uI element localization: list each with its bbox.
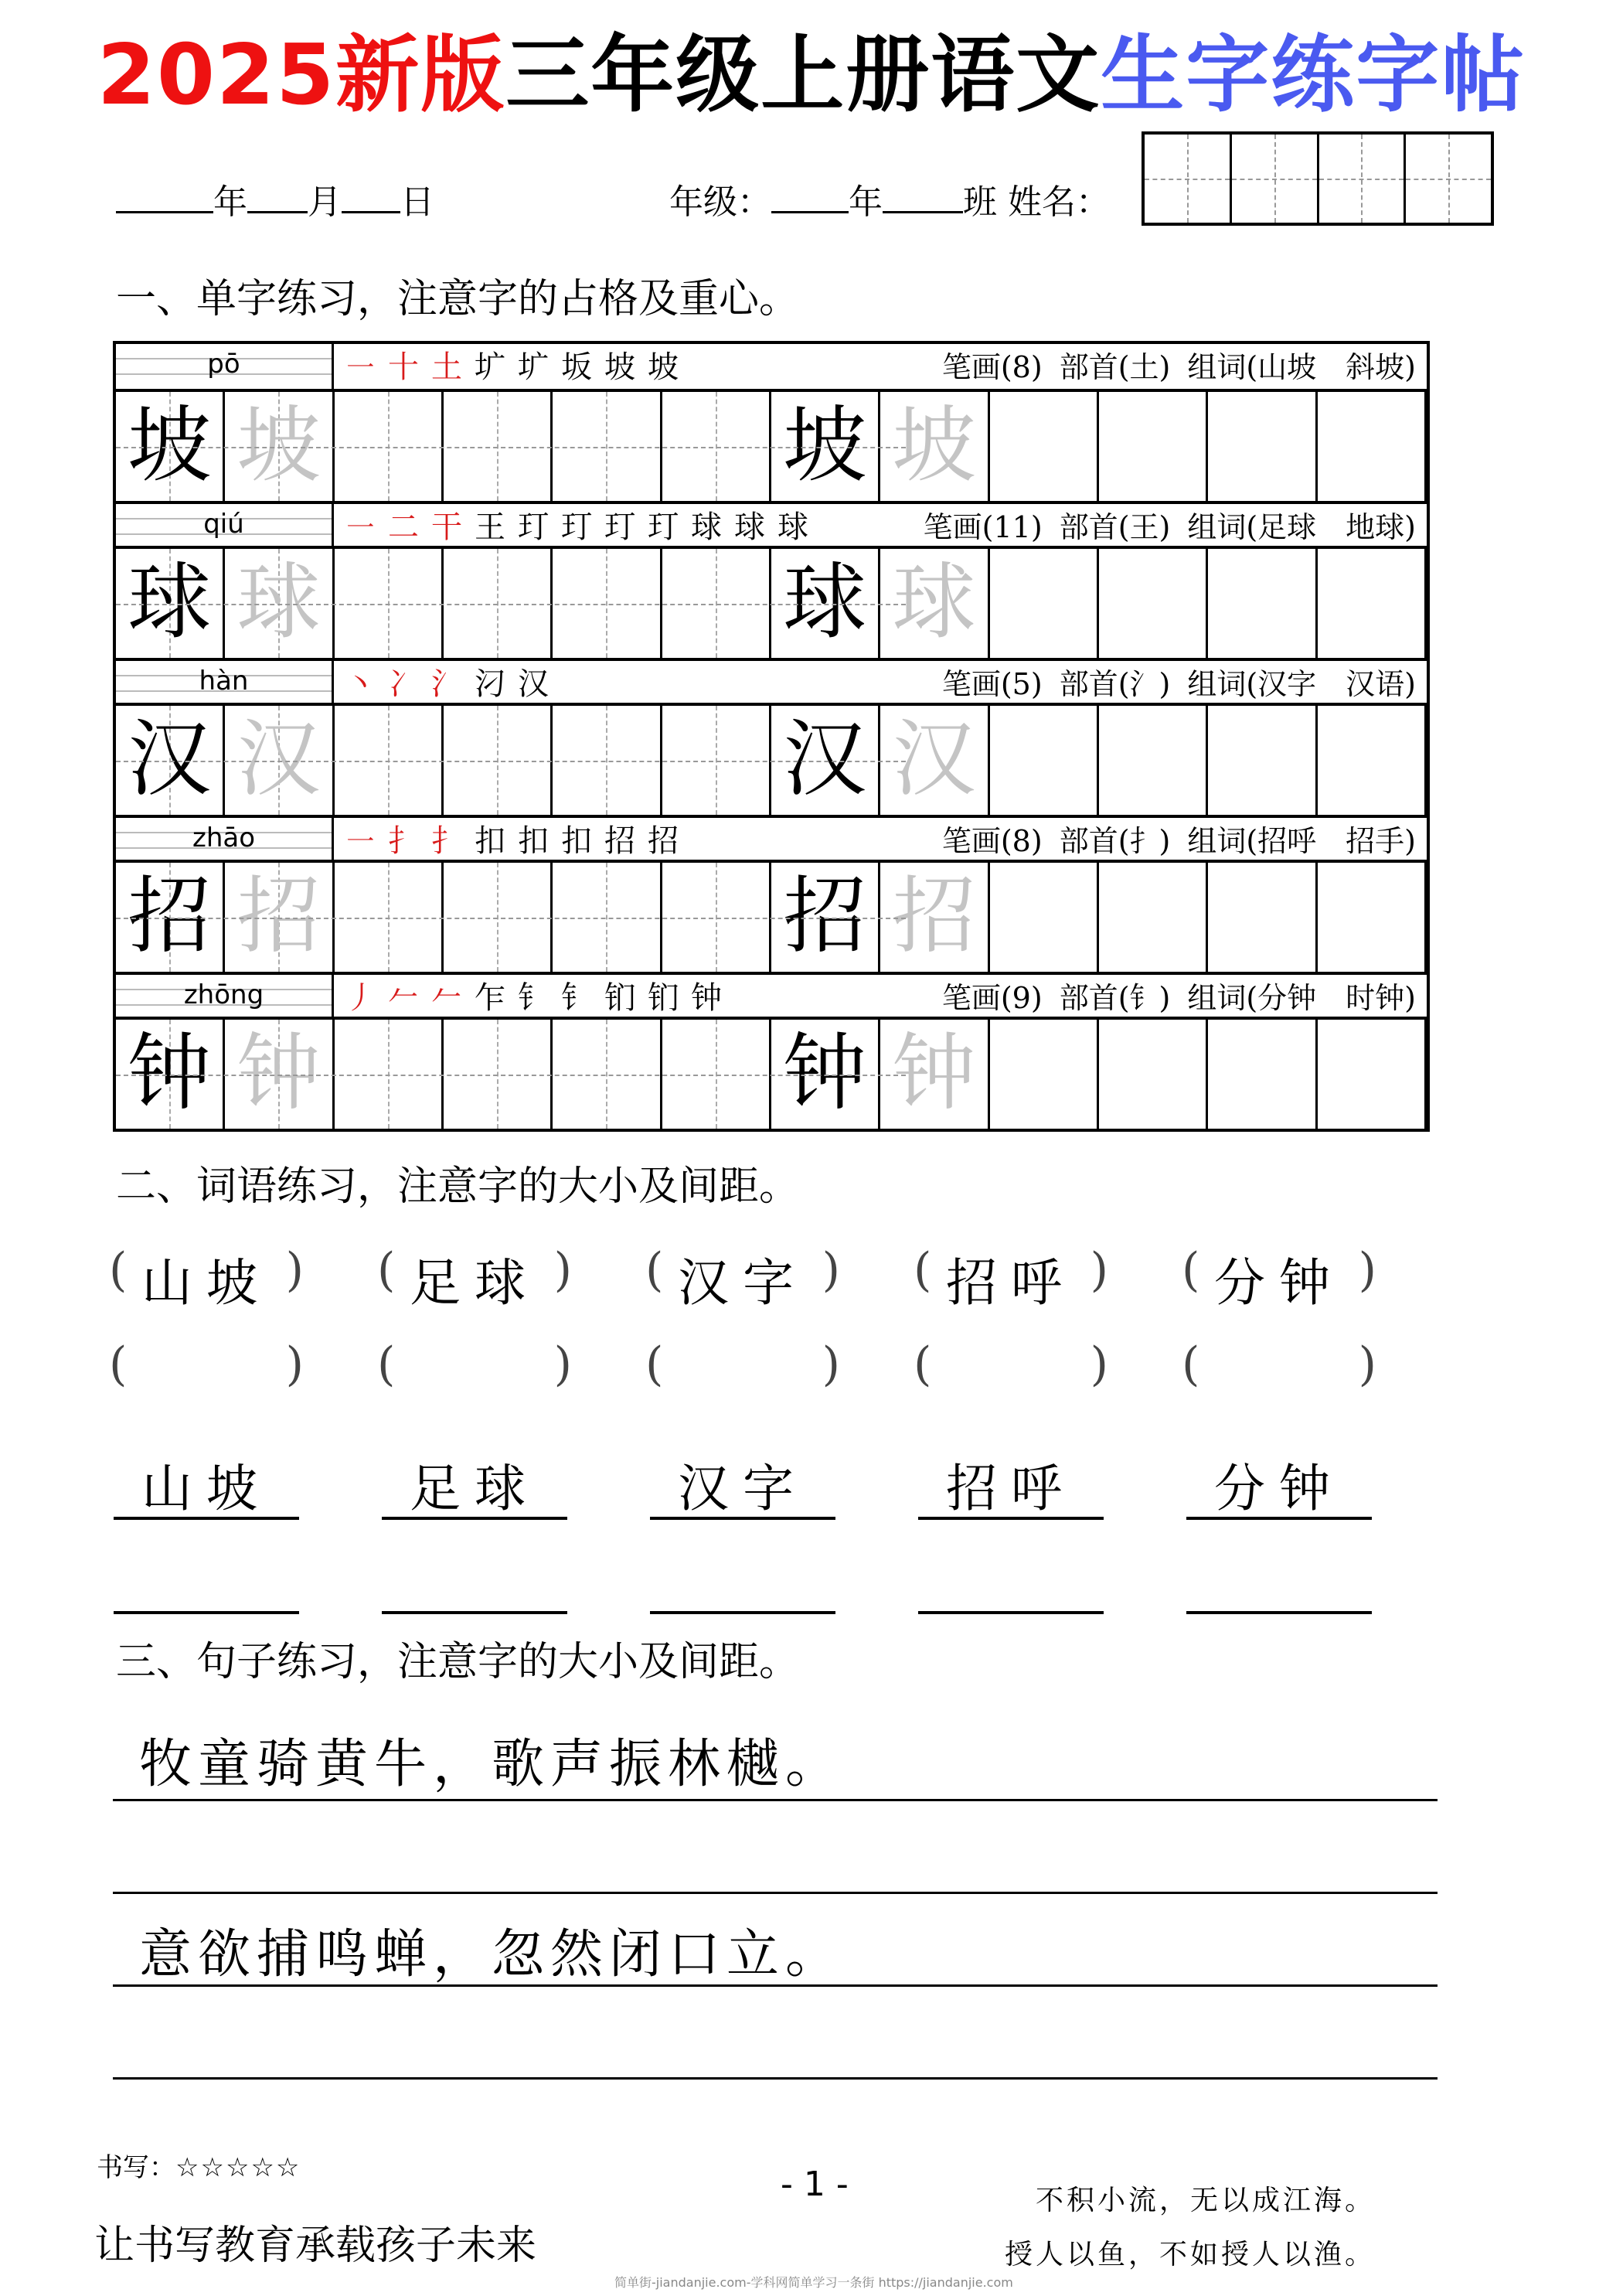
writing-cell[interactable] xyxy=(990,1020,1099,1129)
pinyin-cell xyxy=(116,818,334,860)
stroke-step: 招 xyxy=(604,823,641,859)
stroke-order xyxy=(345,507,821,547)
writing-cell[interactable] xyxy=(1208,706,1317,815)
day-blank[interactable] xyxy=(342,180,400,213)
stroke-step: 坂 xyxy=(561,349,598,385)
name-box[interactable] xyxy=(1145,135,1232,223)
stroke-step: 干 xyxy=(431,509,468,545)
writing-cell[interactable] xyxy=(1099,706,1208,815)
section-title-single-char: 一、单字练习，注意字的占格及重心。 xyxy=(116,276,800,322)
stroke-count: 笔画(5) xyxy=(941,667,1043,701)
stroke-step: ㇐ xyxy=(345,509,382,545)
radical: 部首(钅) xyxy=(1059,981,1171,1015)
stroke-count: 笔画(8) xyxy=(941,350,1043,384)
bracket-blank[interactable] xyxy=(109,1337,304,1395)
name-label: 姓名： xyxy=(1008,182,1110,222)
watermark: 简单街-jiandanjie.com-学科网简单学习一条街 https://jiandanjie.com xyxy=(614,2275,1013,2290)
char-block xyxy=(116,658,1427,815)
stroke-step: ㇐ xyxy=(345,823,382,859)
stroke-step: 坡 xyxy=(648,349,685,385)
underlined-word xyxy=(382,1447,567,1518)
day-label: 日 xyxy=(400,182,434,222)
writing-cell[interactable] xyxy=(1318,392,1427,501)
writing-cell[interactable] xyxy=(990,549,1099,658)
word-text: 分钟 xyxy=(1214,1459,1344,1518)
char-header-row xyxy=(116,815,1427,863)
class-label: 班 xyxy=(963,182,997,222)
char-block xyxy=(116,344,1427,501)
name-grid[interactable] xyxy=(1142,131,1494,226)
stroke-step: 圹 xyxy=(518,349,555,385)
writing-cell[interactable] xyxy=(1099,392,1208,501)
sentence-writing-line[interactable] xyxy=(113,1892,1438,1894)
stroke-step: 玎 xyxy=(604,509,641,545)
stroke-step: ㇐ xyxy=(345,349,382,385)
example-words: 组词(汉字 汉语) xyxy=(1187,667,1416,701)
char-meta xyxy=(925,821,1416,861)
center-guide-line xyxy=(116,1075,906,1076)
trace-char: 坡 xyxy=(236,397,321,494)
close-bracket: ) xyxy=(285,1337,304,1392)
stroke-step: 汉 xyxy=(518,666,555,702)
radical: 部首(扌) xyxy=(1059,824,1171,858)
model-char: 球 xyxy=(128,554,212,651)
year-blank[interactable] xyxy=(116,180,213,213)
month-label: 月 xyxy=(308,182,342,222)
close-bracket: ) xyxy=(1090,1243,1108,1297)
stroke-count: 笔画(8) xyxy=(941,824,1043,858)
stroke-step: 玎 xyxy=(648,509,685,545)
word-text: 汉字 xyxy=(678,1459,808,1518)
pinyin-cell xyxy=(116,344,334,389)
stroke-step: 球 xyxy=(691,509,728,545)
stroke-step: 坡 xyxy=(604,349,641,385)
writing-cell[interactable] xyxy=(1099,863,1208,972)
char-header-row xyxy=(116,658,1427,706)
open-bracket: ( xyxy=(109,1337,128,1392)
stroke-step: 十 xyxy=(388,349,425,385)
grade-blank[interactable] xyxy=(771,180,849,213)
stroke-step: 球 xyxy=(777,509,815,545)
pinyin: zhāo xyxy=(192,823,256,853)
sentence-underline xyxy=(113,1799,1438,1801)
stroke-step: 冫 xyxy=(388,666,425,702)
date-row xyxy=(116,179,434,226)
example-words: 组词(山坡 斜坡) xyxy=(1187,350,1416,384)
bracket-word xyxy=(1182,1243,1376,1313)
section-title-sentences: 三、句子练习，注意字的大小及间距。 xyxy=(116,1639,800,1685)
model-char: 坡 xyxy=(128,397,212,494)
word-underline xyxy=(650,1517,835,1520)
pinyin-cell xyxy=(116,975,334,1017)
page-title xyxy=(0,22,1623,130)
trace-char: 钟 xyxy=(892,1025,976,1122)
center-guide-line xyxy=(116,604,906,605)
stroke-step: 丿 xyxy=(345,980,382,1016)
writing-cell[interactable] xyxy=(1208,392,1317,501)
stroke-info-cell xyxy=(334,504,1427,546)
radical: 部首(王) xyxy=(1059,510,1171,544)
word-text: 招呼 xyxy=(946,1459,1076,1518)
stroke-step: 𠂉 xyxy=(388,980,425,1016)
example-words: 组词(分钟 时钟) xyxy=(1187,981,1416,1015)
open-bracket: ( xyxy=(645,1243,664,1297)
title-workbook: 生字练字帖 xyxy=(1101,27,1526,124)
center-guide-line xyxy=(116,761,906,762)
stroke-step: 二 xyxy=(388,509,425,545)
char-cells-row xyxy=(116,549,1427,658)
sentence-writing-line[interactable] xyxy=(113,2077,1438,2080)
word-text: 山坡 xyxy=(141,1253,271,1313)
bracket-word xyxy=(645,1243,840,1313)
stroke-step: 扌 xyxy=(431,823,468,859)
trace-char: 坡 xyxy=(892,397,976,494)
word-text: 招呼 xyxy=(946,1253,1076,1313)
char-block xyxy=(116,501,1427,658)
open-bracket: ( xyxy=(377,1243,396,1297)
stroke-order xyxy=(345,347,691,387)
word-text: 分钟 xyxy=(1214,1253,1344,1313)
close-bracket: ) xyxy=(822,1337,840,1392)
stroke-step: 汈 xyxy=(475,666,512,702)
close-bracket: ) xyxy=(1358,1243,1376,1297)
stroke-step: 𠂉 xyxy=(431,980,468,1016)
char-meta xyxy=(907,507,1416,547)
stroke-step: 玎 xyxy=(518,509,555,545)
stroke-step: 乍 xyxy=(475,980,512,1016)
bracket-word xyxy=(914,1243,1108,1313)
writing-cell[interactable] xyxy=(1318,706,1427,815)
sentence-model-2: 意欲捕鸣蝉，忽然闭口立。 xyxy=(139,1924,845,1985)
page-number: - 1 - xyxy=(781,2165,849,2204)
stroke-step: 扣 xyxy=(518,823,555,859)
char-header-row xyxy=(116,972,1427,1020)
quote-2: 授人以鱼，不如授人以渔。 xyxy=(1005,2239,1376,2270)
stroke-info-cell xyxy=(334,661,1427,703)
stroke-step: 钅 xyxy=(518,980,555,1016)
stroke-step: 招 xyxy=(648,823,685,859)
stroke-step: 钔 xyxy=(648,980,685,1016)
char-block xyxy=(116,815,1427,972)
writing-cell[interactable] xyxy=(1208,1020,1317,1129)
name-box[interactable] xyxy=(1319,135,1407,223)
stroke-step: 氵 xyxy=(431,666,468,702)
name-box[interactable] xyxy=(1406,135,1491,223)
stroke-count: 笔画(9) xyxy=(941,981,1043,1015)
char-header-row xyxy=(116,344,1427,392)
radical: 部首(土) xyxy=(1059,350,1171,384)
stroke-count: 笔画(11) xyxy=(923,510,1043,544)
stroke-info-cell xyxy=(334,344,1427,389)
word-writing-line[interactable] xyxy=(114,1611,299,1614)
word-underline xyxy=(382,1517,567,1520)
stroke-order xyxy=(345,821,691,861)
model-char: 钟 xyxy=(783,1025,867,1122)
open-bracket: ( xyxy=(914,1337,932,1392)
close-bracket: ) xyxy=(553,1337,572,1392)
model-char: 球 xyxy=(783,554,867,651)
underlined-word xyxy=(650,1447,835,1518)
writing-cell[interactable] xyxy=(1318,1020,1427,1129)
word-text: 汉字 xyxy=(678,1253,808,1313)
trace-char: 球 xyxy=(892,554,976,651)
quote-1: 不积小流，无以成江海。 xyxy=(1036,2185,1376,2216)
char-meta xyxy=(925,664,1416,704)
stroke-info-cell xyxy=(334,818,1427,860)
word-underline xyxy=(918,1517,1104,1520)
char-header-row xyxy=(116,501,1427,549)
bracket-blank[interactable] xyxy=(645,1337,840,1395)
pinyin: hàn xyxy=(199,666,249,697)
writing-cell[interactable] xyxy=(1208,863,1317,972)
word-writing-line[interactable] xyxy=(918,1611,1104,1614)
open-bracket: ( xyxy=(1182,1243,1200,1297)
title-grade: 三年级上册语文 xyxy=(505,27,1101,124)
pinyin: pō xyxy=(207,349,240,380)
section-title-words: 二、词语练习，注意字的大小及间距。 xyxy=(116,1163,800,1210)
stroke-step: 钟 xyxy=(691,980,728,1016)
center-guide-line xyxy=(116,918,906,919)
underlined-word xyxy=(114,1447,299,1518)
example-words: 组词(招呼 招手) xyxy=(1187,824,1416,858)
char-block xyxy=(116,972,1427,1129)
stroke-step: 球 xyxy=(734,509,771,545)
model-char: 招 xyxy=(783,868,867,965)
class-row xyxy=(669,179,1110,226)
bracket-word xyxy=(377,1243,572,1313)
underlined-word xyxy=(918,1447,1104,1518)
open-bracket: ( xyxy=(109,1243,128,1297)
open-bracket: ( xyxy=(377,1337,396,1392)
stroke-info-cell xyxy=(334,975,1427,1017)
writing-cell[interactable] xyxy=(990,863,1099,972)
character-practice-table xyxy=(113,341,1430,1132)
trace-char: 招 xyxy=(236,868,321,965)
open-bracket: ( xyxy=(1182,1337,1200,1392)
grade-year-label: 年 xyxy=(849,182,883,222)
word-text: 足球 xyxy=(410,1459,539,1518)
pinyin-cell xyxy=(116,504,334,546)
trace-char: 钟 xyxy=(236,1025,321,1122)
char-meta xyxy=(925,978,1416,1018)
stroke-step: 土 xyxy=(431,349,468,385)
stroke-step: 扣 xyxy=(561,823,598,859)
stroke-step: 钅 xyxy=(561,980,598,1016)
model-char: 坡 xyxy=(783,397,867,494)
bracket-blank[interactable] xyxy=(377,1337,572,1395)
pinyin: zhōng xyxy=(183,979,264,1010)
char-cells-row xyxy=(116,1020,1427,1129)
char-meta xyxy=(925,347,1416,387)
close-bracket: ) xyxy=(553,1243,572,1297)
open-bracket: ( xyxy=(645,1337,664,1392)
class-blank[interactable] xyxy=(883,180,963,213)
stroke-step: 扣 xyxy=(475,823,512,859)
slogan: 让书写教育承载孩子未来 xyxy=(94,2223,537,2269)
word-writing-line[interactable] xyxy=(1186,1611,1372,1614)
model-char: 招 xyxy=(128,868,212,965)
word-text: 足球 xyxy=(410,1253,539,1313)
stroke-order xyxy=(345,978,734,1018)
stroke-step: 玎 xyxy=(561,509,598,545)
stroke-step: 钔 xyxy=(604,980,641,1016)
model-char: 汉 xyxy=(128,711,212,808)
bracket-word xyxy=(109,1243,304,1313)
sentence-model-1: 牧童骑黄牛，歌声振林樾。 xyxy=(139,1734,845,1795)
writing-cell[interactable] xyxy=(1208,549,1317,658)
month-blank[interactable] xyxy=(247,180,308,213)
example-words: 组词(足球 地球) xyxy=(1187,510,1416,544)
model-char: 钟 xyxy=(128,1025,212,1122)
writing-cell[interactable] xyxy=(1099,1020,1208,1129)
pinyin-cell xyxy=(116,661,334,703)
sentence-underline xyxy=(113,1984,1438,1987)
word-underline xyxy=(114,1517,299,1520)
rating xyxy=(97,2146,301,2184)
writing-cell[interactable] xyxy=(990,392,1099,501)
model-char: 汉 xyxy=(783,711,867,808)
char-cells-row xyxy=(116,392,1427,501)
bracket-blank[interactable] xyxy=(1182,1337,1376,1395)
stroke-step: 圹 xyxy=(475,349,512,385)
pinyin: qiú xyxy=(203,509,244,540)
writing-cell[interactable] xyxy=(1318,549,1427,658)
writing-cell[interactable] xyxy=(990,706,1099,815)
stroke-step: 王 xyxy=(475,509,512,545)
underlined-word xyxy=(1186,1447,1372,1518)
trace-char: 汉 xyxy=(892,711,976,808)
stroke-order xyxy=(345,664,561,704)
word-writing-line[interactable] xyxy=(382,1611,567,1614)
bracket-blank[interactable] xyxy=(914,1337,1108,1395)
trace-char: 招 xyxy=(892,868,976,965)
word-underline xyxy=(1186,1517,1372,1520)
stroke-step: 丶 xyxy=(345,666,382,702)
close-bracket: ) xyxy=(285,1243,304,1297)
star-rating-icons[interactable]: ☆☆☆☆☆ xyxy=(175,2152,301,2183)
trace-char: 球 xyxy=(236,554,321,651)
grade-label: 年级： xyxy=(669,182,771,222)
char-cells-row xyxy=(116,863,1427,972)
open-bracket: ( xyxy=(914,1243,932,1297)
char-cells-row xyxy=(116,706,1427,815)
word-writing-line[interactable] xyxy=(650,1611,835,1614)
year-label: 年 xyxy=(213,182,247,222)
trace-char: 汉 xyxy=(236,711,321,808)
close-bracket: ) xyxy=(1358,1337,1376,1392)
writing-cell[interactable] xyxy=(1318,863,1427,972)
close-bracket: ) xyxy=(822,1243,840,1297)
writing-cell[interactable] xyxy=(1099,549,1208,658)
center-guide-line xyxy=(116,447,906,448)
rating-label: 书写： xyxy=(97,2152,175,2183)
stroke-step: 扌 xyxy=(388,823,425,859)
title-edition: 2025新版 xyxy=(97,27,506,124)
word-text: 山坡 xyxy=(141,1459,271,1518)
close-bracket: ) xyxy=(1090,1337,1108,1392)
name-box[interactable] xyxy=(1232,135,1319,223)
radical: 部首(氵) xyxy=(1059,667,1171,701)
